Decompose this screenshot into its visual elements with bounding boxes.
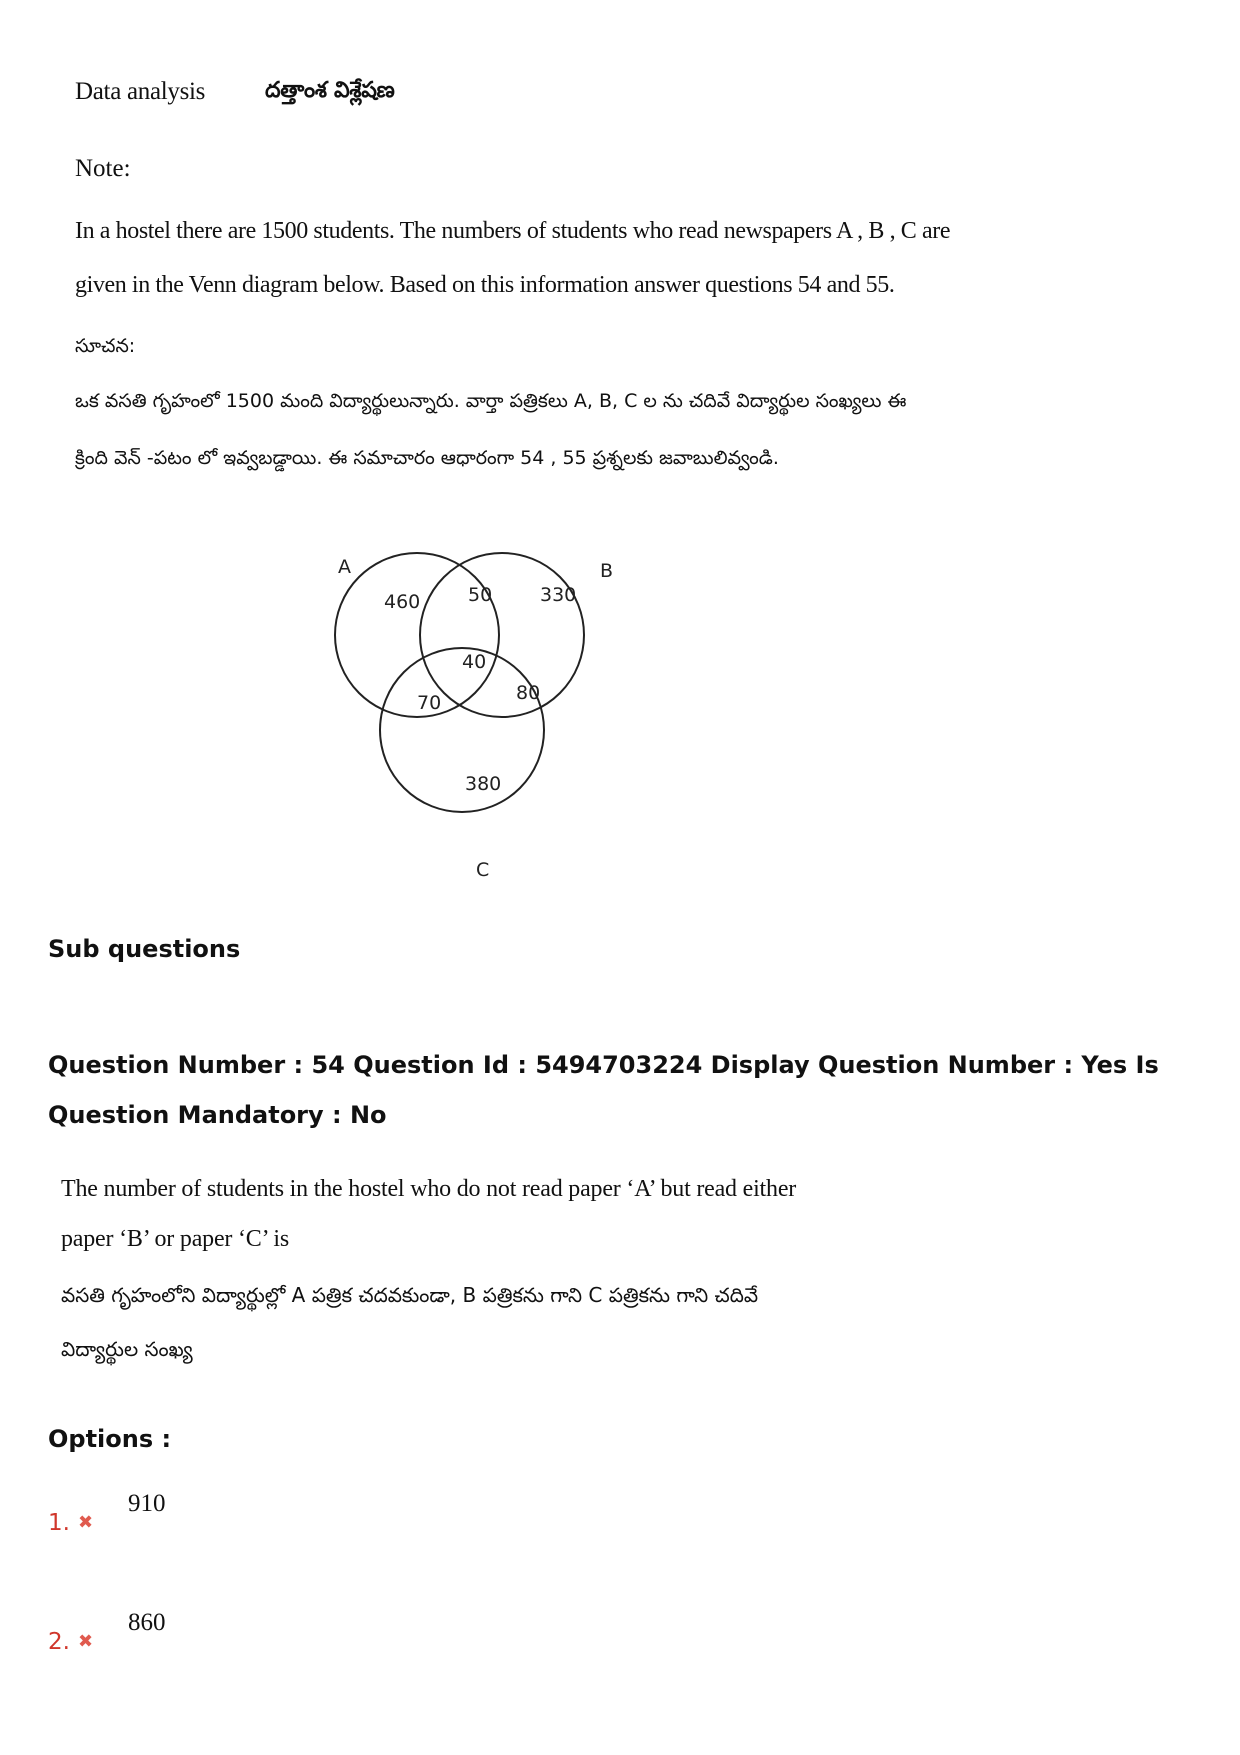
note-line-2: given in the Venn diagram below. Based on this information answer questions 54 and 55. <box>75 272 895 298</box>
venn-region-ac: 70 <box>417 692 442 714</box>
question-meta: Question Number : 54 Question Id : 5494703224 Display Question Number : Yes Is Question Mandatory : No <box>48 1051 1159 1129</box>
question-line-1: The number of students in the hostel who do not read paper ‘A’ but read either <box>61 1176 797 1202</box>
venn-region-abc: 40 <box>462 651 487 673</box>
venn-label-a: A <box>338 556 351 578</box>
section-title-te: దత్తాంశ విశ్లేషణ <box>265 78 395 103</box>
note-te-line-2: క్రింది వెన్ -పటం లో ఇవ్వబడ్డాయి. ఈ సమాచారం ఆధారంగా 54 , 55 ప్రశ్నలకు జవాబులివ్వండి. <box>75 447 779 469</box>
venn-region-c-only: 380 <box>465 773 502 795</box>
venn-region-a-only: 460 <box>384 591 421 613</box>
venn-label-c: C <box>476 859 490 881</box>
options-heading: Options : <box>48 1425 172 1453</box>
venn-region-ab: 50 <box>468 584 493 606</box>
note-label: Note: <box>75 155 131 182</box>
wrong-mark-icon: ✖ <box>78 1631 94 1652</box>
section-title-en: Data analysis <box>75 78 206 105</box>
section-header <box>75 78 395 106</box>
note-te-line-1: ఒక వసతి గృహంలో 1500 మంది విద్యార్థులున్నారు. వార్తా పత్రికలు A, B, C ల ను చదివే విద్యార్థుల సంఖ్యలు ఈ <box>75 390 907 412</box>
venn-diagram <box>300 505 640 885</box>
venn-region-bc: 80 <box>516 682 541 704</box>
venn-label-b: B <box>600 560 614 582</box>
option-number: 1. <box>48 1510 70 1536</box>
wrong-mark-icon: ✖ <box>78 1512 94 1533</box>
venn-region-b-only: 330 <box>540 584 577 606</box>
question-te-line-2: విద్యార్థుల సంఖ్య <box>61 1337 193 1361</box>
note-line-1: In a hostel there are 1500 students. The numbers of students who read newspapers A , B , C are <box>75 218 951 244</box>
option-number: 2. <box>48 1629 70 1655</box>
option-value: 860 <box>128 1609 166 1636</box>
question-te-line-1: వసతి గృహంలోని విద్యార్థుల్లో A పత్రిక చదవకుండా, B పత్రికను గాని C పత్రికను గాని చదివే <box>61 1283 759 1307</box>
sub-questions-heading: Sub questions <box>48 935 241 963</box>
option-value: 910 <box>128 1490 166 1517</box>
venn-circle-b <box>420 553 584 717</box>
note-te-label: సూచన: <box>75 335 136 357</box>
question-line-2: paper ‘B’ or paper ‘C’ is <box>61 1226 290 1252</box>
